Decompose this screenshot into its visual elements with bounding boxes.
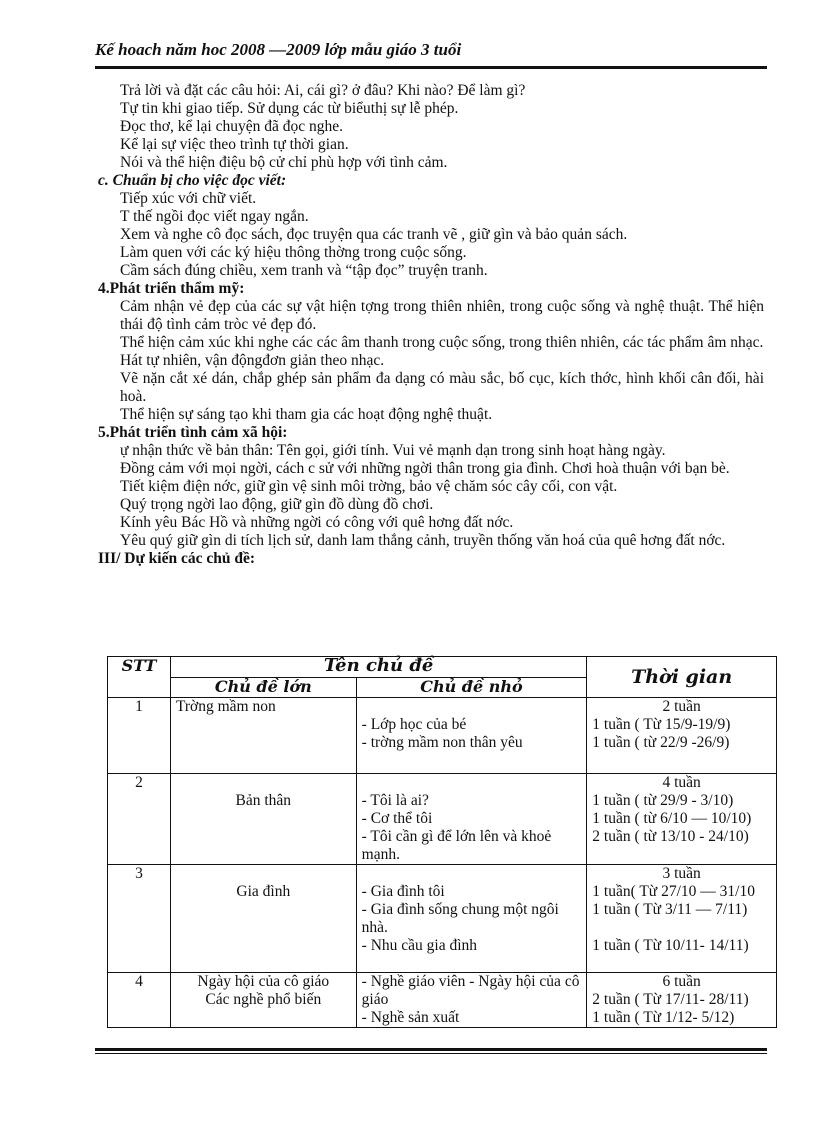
row-small-topics <box>356 698 587 774</box>
header-stt: STT <box>108 657 171 698</box>
header-big-topic: Chủ đề lớn <box>170 677 356 698</box>
footer-rule <box>95 1048 767 1051</box>
small-topic-line: - Gia đình tôi <box>361 883 445 900</box>
text-line: Kính yêu Bác Hồ và những ngời có công với quê hơng đất nớc. <box>120 514 514 531</box>
text-line: Trả lời và đặt các câu hỏi: Ai, cái gì? ở đâu? Khi nào? Để làm gì? <box>120 82 526 99</box>
small-topic-line: - trờng mầm non thân yêu <box>361 734 523 751</box>
header-time: Thời gian <box>587 657 777 698</box>
small-topic-line <box>362 698 582 716</box>
row-big-topic: Trờng mầm non <box>170 698 356 774</box>
row-time <box>587 774 777 865</box>
row-small-topics <box>356 865 587 973</box>
time-line: 1 tuần ( Từ 10/11- 14/11) <box>592 937 749 954</box>
row-stt: 3 <box>108 865 171 973</box>
table-row <box>108 865 777 973</box>
section-heading: 5.Phát triển tình cảm xã hội: <box>98 424 288 441</box>
time-line: 1 tuần ( Từ 3/11 — 7/11) <box>592 901 748 918</box>
row-stt: 2 <box>108 774 171 865</box>
row-small-topics <box>356 973 587 1028</box>
header-rule <box>95 66 767 69</box>
text-line: Tiếp xúc với chữ viết. <box>120 190 257 207</box>
row-time <box>587 865 777 973</box>
time-total: 2 tuần <box>662 698 701 715</box>
text-line: Thể hiện sự sáng tạo khi tham gia các hoạt động nghệ thuật. <box>120 406 493 423</box>
text-line: Đọc thơ, kể lại chuyện đã đọc nghe. <box>120 118 343 135</box>
time-line: 1 tuần( Từ 27/10 — 31/10 <box>592 883 755 900</box>
text-line: Đồng cảm với mọi ngời, cách c sử với những ngời thân trong gia đình. Chơi hoà thuận với bạn bè. <box>120 460 730 477</box>
time-line <box>592 919 771 937</box>
time-line: 1 tuần ( Từ 1/12- 5/12) <box>592 1009 735 1026</box>
row-big-topic <box>170 865 356 973</box>
small-topic-line: - Cơ thể tôi <box>361 810 433 827</box>
small-topic-line: - Lớp học của bé <box>361 716 467 733</box>
text-line: Tự tin khi giao tiếp. Sử dụng các từ biểuthị sự lễ phép. <box>120 100 459 117</box>
text-line: Nói và thể hiện điệu bộ cử chỉ phù hợp với tình cảm. <box>120 154 448 171</box>
text-line: Tiết kiệm điện nớc, giữ gìn vệ sinh môi trờng, bảo vệ chăm sóc cây cối, con vật. <box>120 478 618 495</box>
time-line: 2 tuần ( từ 13/10 - 24/10) <box>592 828 749 845</box>
text-line: Vẽ nặn cắt xé dán, chắp ghép sản phẩm đa dạng có màu sắc, bố cục, kích thớc, hình khối cân đối, hài hoà. <box>120 370 764 405</box>
time-line: 1 tuần ( từ 6/10 — 10/10) <box>592 810 752 827</box>
text-line: Hát tự nhiên, vận độngđơn giản theo nhạc. <box>120 352 385 369</box>
text-line: Làm quen với các ký hiệu thông thờng trong cuộc sống. <box>120 244 467 261</box>
text-line: ự nhận thức về bản thân: Tên gọi, giới tính. Vui vẻ mạnh dạn trong sinh hoạt hàng ngày. <box>120 442 666 459</box>
small-topic-line <box>362 865 582 883</box>
time-total: 4 tuần <box>662 774 701 791</box>
section-heading: c. Chuẩn bị cho việc đọc viết: <box>98 172 287 189</box>
section-heading: III/ Dự kiến các chủ đề: <box>98 550 255 567</box>
small-topic-line: - Nghề sản xuất <box>361 1009 460 1026</box>
big-topic-line: Gia đình <box>236 883 291 900</box>
time-line: 1 tuần ( Từ 15/9-19/9) <box>592 716 731 733</box>
time-total: 6 tuần <box>662 973 701 990</box>
text-line: Thể hiện cảm xúc khi nghe các các âm thanh trong cuộc sống, trong thiên nhiên, các tác phẩm âm nhạc. <box>120 334 764 351</box>
table-row <box>108 973 777 1028</box>
time-total: 3 tuần <box>662 865 701 882</box>
time-line: 1 tuần ( từ 29/9 - 3/10) <box>592 792 734 809</box>
time-line: 1 tuần ( từ 22/9 -26/9) <box>592 734 730 751</box>
text-line: Cảm nhận vẻ đẹp của các sự vật hiện tợng trong thiên nhiên, trong cuộc sống và nghệ thuật. Thể hiện thái độ tình cảm tròc vẻ đẹp đó. <box>120 298 764 333</box>
row-stt: 4 <box>108 973 171 1028</box>
document-body <box>98 82 764 568</box>
topics-table <box>107 656 777 1028</box>
row-big-topic <box>170 973 356 1028</box>
header-small-topic: Chủ đề nhỏ <box>356 677 587 698</box>
text-line: Xem và nghe cô đọc sách, đọc truyện qua các tranh vẽ , giữ gìn và bảo quản sách. <box>120 226 628 243</box>
section-heading: 4.Phát triển thẩm mỹ: <box>98 280 245 297</box>
small-topic-line: - Tôi cần gì để lớn lên và khoẻ mạnh. <box>361 828 552 863</box>
footer-rule-thin <box>95 1053 767 1054</box>
row-time <box>587 973 777 1028</box>
page-header: Kế hoach năm hoc 2008 —2009 lớp mẫu giáo 3 tuổi <box>95 40 462 59</box>
time-line: 2 tuần ( Từ 17/11- 28/11) <box>592 991 749 1008</box>
big-topic-line: Ngày hội của cô giáo <box>197 973 330 990</box>
row-small-topics <box>356 774 587 865</box>
big-topic-line: Bản thân <box>235 792 292 809</box>
big-topic-line: Các nghề phổ biến <box>205 991 322 1008</box>
text-line: Cầm sách đúng chiều, xem tranh và “tập đọc” truyện tranh. <box>120 262 488 279</box>
row-time <box>587 698 777 774</box>
row-big-topic <box>170 774 356 865</box>
small-topic-line <box>362 774 582 792</box>
text-line: Kể lại sự việc theo trình tự thời gian. <box>120 136 349 153</box>
small-topic-line: - Gia đình sống chung một ngôi nhà. <box>361 901 559 936</box>
table-row <box>108 774 777 865</box>
small-topic-line: - Tôi là ai? <box>361 792 429 809</box>
table-header-row <box>108 657 777 678</box>
text-line: T thế ngồi đọc viết ngay ngắn. <box>120 208 309 225</box>
table-row <box>108 698 777 774</box>
header-topic: Tên chủ đề <box>170 657 586 678</box>
small-topic-line: - Nhu cầu gia đình <box>361 937 478 954</box>
small-topic-line: - Nghề giáo viên - Ngày hội của cô giáo <box>361 973 580 1008</box>
text-line: Quý trọng ngời lao động, giữ gìn đồ dùng đồ chơi. <box>120 496 434 513</box>
text-line: Yêu quý giữ gìn di tích lịch sử, danh lam thắng cảnh, truyền thống văn hoá của quê hơng đất nớc. <box>120 532 726 549</box>
row-stt: 1 <box>108 698 171 774</box>
